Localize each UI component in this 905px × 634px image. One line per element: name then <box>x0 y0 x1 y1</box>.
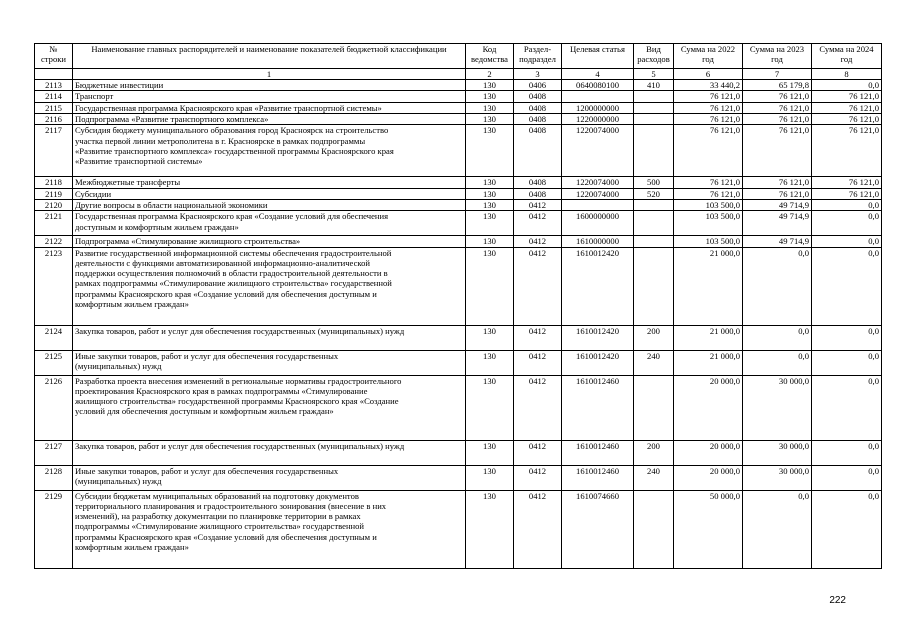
row-sum-2023: 30 000,0 <box>743 440 812 465</box>
row-number: 2115 <box>35 102 73 113</box>
row-number: 2128 <box>35 465 73 490</box>
row-target-article: 1610012460 <box>562 440 634 465</box>
row-dept-code: 130 <box>466 211 514 236</box>
row-expense-type <box>634 247 674 325</box>
row-sum-2022: 50 000,0 <box>674 490 743 568</box>
row-sum-2023: 30 000,0 <box>743 465 812 490</box>
row-sum-2023: 49 714,9 <box>743 199 812 210</box>
row-sum-2022: 76 121,0 <box>674 113 743 124</box>
row-sum-2024: 76 121,0 <box>812 177 882 188</box>
row-target-article: 1610012420 <box>562 247 634 325</box>
row-expense-type <box>634 211 674 236</box>
row-section: 0412 <box>514 199 562 210</box>
header-expense-type: Вид расходов <box>634 44 674 69</box>
row-name: Развитие государственной информационной системы обеспечения градостроительной деятельности с функциями автоматизированной информационно-аналитической поддержки осуществления полномочий в области градостроительной деятельности в рамках подпрограммы «Стимулирование жилищного строительства» государственной программы Красноярского края «Создание условий для обеспечения доступным и комфортным жильем граждан» <box>73 247 466 325</box>
row-sum-2023: 49 714,9 <box>743 236 812 247</box>
row-sum-2023: 30 000,0 <box>743 375 812 440</box>
table-row <box>35 325 882 350</box>
table-row <box>35 440 882 465</box>
row-expense-type: 500 <box>634 177 674 188</box>
row-name: Субсидия бюджету муниципального образования город Красноярск на строительство участка первой линии метрополитена в г. Красноярске в рамках подпрограммы «Развитие транспортного комплекса» государственной программы Красноярского края «Развитие транспортной системы» <box>73 125 466 177</box>
row-section: 0406 <box>514 80 562 91</box>
column-number: 3 <box>514 69 562 80</box>
table-body <box>35 80 882 569</box>
row-section: 0408 <box>514 102 562 113</box>
row-expense-type: 410 <box>634 80 674 91</box>
table-row <box>35 113 882 124</box>
row-sum-2024: 0,0 <box>812 236 882 247</box>
row-section: 0408 <box>514 177 562 188</box>
row-section: 0412 <box>514 247 562 325</box>
row-dept-code: 130 <box>466 91 514 102</box>
row-number: 2116 <box>35 113 73 124</box>
row-name: Субсидии бюджетам муниципальных образований на подготовку документов территориального планирования и градостроительного зонирования (внесение в них изменений), на разработку документации по планировке территории в рамках подпрограммы «Стимулирование жилищного строительства» государственной программы Красноярского края «Создание условий для обеспечения доступным и комфортным жильем граждан» <box>73 490 466 568</box>
header-name: Наименование главных распорядителей и наименование показателей бюджетной классификации <box>73 44 466 69</box>
row-sum-2023: 76 121,0 <box>743 91 812 102</box>
row-target-article: 1610012460 <box>562 375 634 440</box>
table-header <box>35 44 882 80</box>
row-dept-code: 130 <box>466 125 514 177</box>
row-sum-2024: 76 121,0 <box>812 125 882 177</box>
row-dept-code: 130 <box>466 102 514 113</box>
row-name: Государственная программа Красноярского края «Развитие транспортной системы» <box>73 102 466 113</box>
row-dept-code: 130 <box>466 440 514 465</box>
row-dept-code: 130 <box>466 113 514 124</box>
row-name: Субсидии <box>73 188 466 199</box>
column-number: 8 <box>812 69 882 80</box>
column-number: 7 <box>743 69 812 80</box>
row-sum-2024: 0,0 <box>812 465 882 490</box>
column-numbers-row <box>35 69 882 80</box>
row-sum-2022: 33 440,2 <box>674 80 743 91</box>
row-sum-2022: 20 000,0 <box>674 440 743 465</box>
row-dept-code: 130 <box>466 80 514 91</box>
row-sum-2024: 76 121,0 <box>812 102 882 113</box>
row-sum-2024: 0,0 <box>812 199 882 210</box>
table-row <box>35 350 882 375</box>
row-sum-2022: 76 121,0 <box>674 102 743 113</box>
row-section: 0412 <box>514 490 562 568</box>
row-sum-2024: 76 121,0 <box>812 113 882 124</box>
row-name: Другие вопросы в области национальной экономики <box>73 199 466 210</box>
header-target: Целевая статья <box>562 44 634 69</box>
row-sum-2024: 76 121,0 <box>812 188 882 199</box>
table-row <box>35 80 882 91</box>
row-name: Государственная программа Красноярского края «Создание условий для обеспечения доступным и комфортным жильем граждан» <box>73 211 466 236</box>
row-sum-2023: 76 121,0 <box>743 125 812 177</box>
row-number: 2119 <box>35 188 73 199</box>
row-dept-code: 130 <box>466 188 514 199</box>
row-section: 0412 <box>514 236 562 247</box>
row-expense-type <box>634 199 674 210</box>
row-sum-2023: 76 121,0 <box>743 177 812 188</box>
column-number: 6 <box>674 69 743 80</box>
row-number: 2126 <box>35 375 73 440</box>
column-number: 2 <box>466 69 514 80</box>
row-dept-code: 130 <box>466 490 514 568</box>
row-sum-2024: 0,0 <box>812 350 882 375</box>
row-target-article: 1610074660 <box>562 490 634 568</box>
row-number: 2118 <box>35 177 73 188</box>
row-sum-2024: 0,0 <box>812 80 882 91</box>
row-name: Подпрограмма «Развитие транспортного комплекса» <box>73 113 466 124</box>
row-section: 0412 <box>514 440 562 465</box>
row-target-article: 1220000000 <box>562 113 634 124</box>
row-number: 2121 <box>35 211 73 236</box>
table-row <box>35 236 882 247</box>
row-target-article: 1610012420 <box>562 350 634 375</box>
row-number: 2120 <box>35 199 73 210</box>
column-number: 4 <box>562 69 634 80</box>
row-sum-2023: 76 121,0 <box>743 102 812 113</box>
table-row <box>35 247 882 325</box>
row-number: 2129 <box>35 490 73 568</box>
row-section: 0408 <box>514 125 562 177</box>
row-name: Разработка проекта внесения изменений в региональные нормативы градостроительного проектирования Красноярского края в рамках подпрограммы «Стимулирование жилищного строительства» государственной программы Красноярского края «Создание условий для обеспечения доступным и комфортным жильем граждан» <box>73 375 466 440</box>
row-section: 0412 <box>514 375 562 440</box>
row-dept-code: 130 <box>466 350 514 375</box>
row-name: Закупка товаров, работ и услуг для обеспечения государственных (муниципальных) нужд <box>73 325 466 350</box>
row-sum-2022: 103 500,0 <box>674 211 743 236</box>
row-target-article: 1610012420 <box>562 325 634 350</box>
row-name: Подпрограмма «Стимулирование жилищного строительства» <box>73 236 466 247</box>
row-sum-2022: 76 121,0 <box>674 91 743 102</box>
header-sum-2023: Сумма на 2023 год <box>743 44 812 69</box>
row-sum-2022: 103 500,0 <box>674 236 743 247</box>
row-expense-type: 520 <box>634 188 674 199</box>
row-sum-2022: 20 000,0 <box>674 465 743 490</box>
row-target-article: 1610000000 <box>562 236 634 247</box>
row-dept-code: 130 <box>466 375 514 440</box>
row-sum-2022: 76 121,0 <box>674 177 743 188</box>
row-name: Закупка товаров, работ и услуг для обеспечения государственных (муниципальных) нужд <box>73 440 466 465</box>
row-sum-2022: 76 121,0 <box>674 188 743 199</box>
row-expense-type <box>634 375 674 440</box>
row-target-article <box>562 91 634 102</box>
row-sum-2023: 0,0 <box>743 490 812 568</box>
row-sum-2023: 49 714,9 <box>743 211 812 236</box>
row-name: Иные закупки товаров, работ и услуг для обеспечения государственных (муниципальных) нужд <box>73 350 466 375</box>
row-expense-type <box>634 91 674 102</box>
row-sum-2023: 0,0 <box>743 325 812 350</box>
row-dept-code: 130 <box>466 247 514 325</box>
row-sum-2023: 76 121,0 <box>743 188 812 199</box>
row-sum-2022: 103 500,0 <box>674 199 743 210</box>
row-sum-2022: 21 000,0 <box>674 247 743 325</box>
row-sum-2024: 0,0 <box>812 211 882 236</box>
table-row <box>35 177 882 188</box>
row-sum-2024: 76 121,0 <box>812 91 882 102</box>
header-section: Раздел- подраздел <box>514 44 562 69</box>
table-row <box>35 490 882 568</box>
row-number: 2125 <box>35 350 73 375</box>
row-expense-type <box>634 125 674 177</box>
row-number: 2122 <box>35 236 73 247</box>
row-expense-type <box>634 490 674 568</box>
row-name: Транспорт <box>73 91 466 102</box>
row-target-article: 1200000000 <box>562 102 634 113</box>
row-expense-type <box>634 236 674 247</box>
row-sum-2024: 0,0 <box>812 247 882 325</box>
row-target-article: 1220074000 <box>562 188 634 199</box>
table-row <box>35 199 882 210</box>
column-number: 5 <box>634 69 674 80</box>
row-target-article: 1600000000 <box>562 211 634 236</box>
row-section: 0408 <box>514 188 562 199</box>
row-number: 2114 <box>35 91 73 102</box>
table-row <box>35 125 882 177</box>
row-sum-2022: 21 000,0 <box>674 350 743 375</box>
row-section: 0412 <box>514 211 562 236</box>
row-number: 2123 <box>35 247 73 325</box>
row-sum-2024: 0,0 <box>812 325 882 350</box>
table-row <box>35 91 882 102</box>
header-sum-2024: Сумма на 2024 год <box>812 44 882 69</box>
row-dept-code: 130 <box>466 325 514 350</box>
row-target-article: 1610012460 <box>562 465 634 490</box>
row-target-article <box>562 199 634 210</box>
row-section: 0408 <box>514 91 562 102</box>
row-sum-2022: 20 000,0 <box>674 375 743 440</box>
row-number: 2117 <box>35 125 73 177</box>
row-section: 0412 <box>514 465 562 490</box>
row-sum-2024: 0,0 <box>812 490 882 568</box>
row-expense-type: 240 <box>634 465 674 490</box>
row-sum-2023: 0,0 <box>743 247 812 325</box>
row-sum-2023: 0,0 <box>743 350 812 375</box>
row-target-article: 1220074000 <box>562 125 634 177</box>
row-dept-code: 130 <box>466 199 514 210</box>
header-sum-2022: Сумма на 2022 год <box>674 44 743 69</box>
row-expense-type: 240 <box>634 350 674 375</box>
row-name: Межбюджетные трансферты <box>73 177 466 188</box>
table-row <box>35 375 882 440</box>
row-number: 2124 <box>35 325 73 350</box>
row-expense-type: 200 <box>634 440 674 465</box>
row-sum-2024: 0,0 <box>812 375 882 440</box>
table-row <box>35 102 882 113</box>
header-row-no: № строки <box>35 44 73 69</box>
row-dept-code: 130 <box>466 465 514 490</box>
row-sum-2022: 21 000,0 <box>674 325 743 350</box>
table-row <box>35 211 882 236</box>
row-expense-type: 200 <box>634 325 674 350</box>
row-expense-type <box>634 113 674 124</box>
table-row <box>35 465 882 490</box>
row-sum-2023: 76 121,0 <box>743 113 812 124</box>
row-target-article: 1220074000 <box>562 177 634 188</box>
row-number: 2127 <box>35 440 73 465</box>
page-number: 222 <box>829 595 846 606</box>
row-name: Бюджетные инвестиции <box>73 80 466 91</box>
row-section: 0412 <box>514 350 562 375</box>
row-name: Иные закупки товаров, работ и услуг для обеспечения государственных (муниципальных) нужд <box>73 465 466 490</box>
row-section: 0408 <box>514 113 562 124</box>
row-section: 0412 <box>514 325 562 350</box>
row-expense-type <box>634 102 674 113</box>
column-number-empty <box>35 69 73 80</box>
budget-table <box>34 43 882 569</box>
row-sum-2022: 76 121,0 <box>674 125 743 177</box>
row-dept-code: 130 <box>466 236 514 247</box>
row-number: 2113 <box>35 80 73 91</box>
table-row <box>35 188 882 199</box>
column-number: 1 <box>73 69 466 80</box>
row-target-article: 0640080100 <box>562 80 634 91</box>
header-dept: Код ведомства <box>466 44 514 69</box>
row-sum-2023: 65 179,8 <box>743 80 812 91</box>
row-dept-code: 130 <box>466 177 514 188</box>
row-sum-2024: 0,0 <box>812 440 882 465</box>
